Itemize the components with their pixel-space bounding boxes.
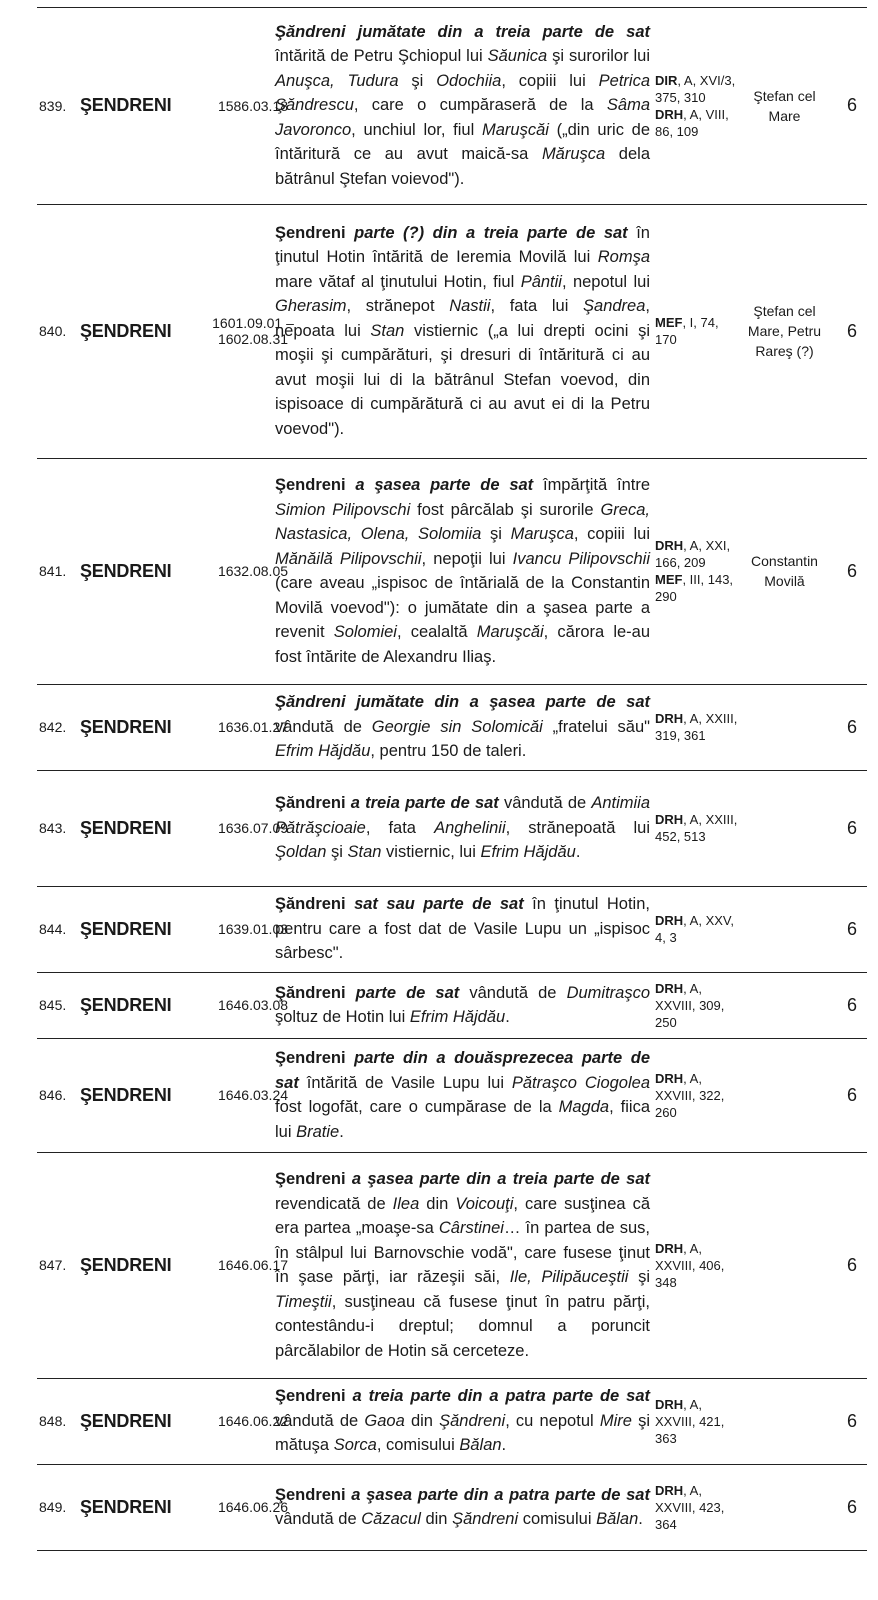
description-text-run: vândută de <box>275 717 372 736</box>
ruler-name: Constantin Movilă <box>751 553 818 589</box>
description-text-run: , cealaltă <box>396 623 477 641</box>
entry-number: 843. <box>39 820 67 836</box>
source-reference <box>655 1464 740 1550</box>
description-text-run: „fratelui său" <box>542 717 650 736</box>
document-date-text: 1632.08.05 <box>217 563 289 579</box>
ruler-name: Ştefan cel Mare, Petru Rareş (?) <box>747 303 822 359</box>
record-description <box>275 684 650 770</box>
entry-number: 839. <box>39 97 67 114</box>
source-text-run: , A, XXVIII, 322, 260 <box>655 1070 725 1120</box>
description-text-run: a şasea parte de sat <box>355 476 534 494</box>
description-text-run: Simion Pilipovschi <box>275 500 411 519</box>
description-text-run: parte din a douăsprezecea parte de sat <box>275 1049 650 1092</box>
description-text-run: Şăndreni <box>275 794 351 813</box>
description-text-run: Sorca <box>333 1436 377 1455</box>
source-text-run: DRH <box>655 1482 684 1498</box>
source-text-run: DIR <box>655 72 678 88</box>
source-text-run: DRH <box>655 711 684 726</box>
description-text-run: , susţineau că fusese ţinut în patru părţi, contestându-i dreptul; domnul a poruncit pârcălabilor de Hotin să cerceteze. <box>275 1292 650 1360</box>
description-text-run: dela bătrânul Ştefan voievod"). <box>275 145 650 188</box>
description-text-run: Greca, Nastasica, Olena, Solomiia <box>275 500 650 543</box>
ruler-name <box>737 770 832 886</box>
source-text-run: , A, XXV, 4, 3 <box>655 913 735 945</box>
description-text-run: , cu nepotul <box>505 1411 600 1430</box>
description-text-run: . <box>501 1436 507 1455</box>
source-text-run: MEF <box>655 315 683 330</box>
source-text-run: , III, 143, 290 <box>655 572 734 604</box>
description-text-run: , unchiul lor, fiul <box>351 120 482 139</box>
description-text-run: Sâma Javoronco <box>275 96 650 139</box>
document-date-text: 1639.01.03 <box>217 921 289 937</box>
description-text-run: Bratie <box>296 1122 340 1141</box>
description-text-run: Anghelinii <box>434 818 506 837</box>
source-text-run: , A, XXVIII, 423, 364 <box>655 1482 725 1532</box>
village-name: ŞENDRENI <box>80 320 172 341</box>
source-text-run: MEF <box>655 572 683 587</box>
volume-number: 6 <box>846 1084 857 1105</box>
description-text-run: Antimiia Pătrăşcioaie <box>275 794 650 837</box>
description-text-run: , strănepoată lui <box>505 818 650 837</box>
entry-number: 845. <box>39 997 67 1013</box>
description-text-run: , fata lui <box>490 297 584 316</box>
description-text-run: şi <box>326 843 348 862</box>
description-text-run: întărită de Vasile Lupu lui <box>298 1073 512 1092</box>
table-row <box>37 204 867 459</box>
volume-number: 6 <box>846 560 857 581</box>
document-date-text: 1646.06.26 <box>217 1499 289 1515</box>
description-text-run: . <box>505 1008 510 1026</box>
volume-number: 6 <box>846 95 857 115</box>
description-text-run: Gherasim <box>275 297 347 316</box>
description-text-run: a şasea parte din a patra parte de sat <box>351 1485 650 1504</box>
description-text-run: … în partea de sus, în stâlpul lui Barnovschie vodă", care fusese ţinut în şase părţi, iar răzeşii săi, <box>275 1219 651 1286</box>
document-date-text: 1636.01.27 <box>217 719 289 735</box>
description-text-run: Mire <box>599 1411 632 1430</box>
description-text-run: din <box>404 1411 440 1430</box>
description-text-run: Efrim Hăjdău <box>480 843 576 862</box>
description-text-run: Odochiia <box>436 71 502 90</box>
description-text-run: Georgie sin Solomicăi <box>371 717 543 736</box>
source-text-run: DRH <box>655 106 684 122</box>
description-text-run: Bălan <box>459 1436 502 1455</box>
description-text-run: Voicouţi <box>455 1194 514 1213</box>
source-reference <box>655 886 740 972</box>
description-text-run: revendicată de <box>275 1194 393 1213</box>
description-text-run: , comisului <box>376 1436 460 1455</box>
description-text-run: (care aveau „ispisoc de întărială de la Constantin Movilă voevod"): o jumătate din a şasea parte a revenit <box>275 574 650 641</box>
description-text-run: a treia parte de sat <box>350 794 499 813</box>
source-reference <box>655 458 740 684</box>
entry-number: 848. <box>39 1413 67 1429</box>
description-text-run: Şăndreni <box>275 895 355 914</box>
description-text-run: Stan <box>347 843 382 862</box>
record-description <box>275 7 650 204</box>
entry-number: 846. <box>39 1087 67 1103</box>
description-text-run: împărţită între <box>533 476 650 494</box>
description-text-run: Timeştii <box>275 1292 332 1311</box>
description-text-run: Efrim Hăjdău <box>409 1008 506 1026</box>
source-text-run: , A, XVI/3, 375, 310 <box>655 72 736 105</box>
entry-number: 849. <box>39 1499 67 1515</box>
source-text-run: , A, XXVIII, 421, 363 <box>655 1396 725 1446</box>
ruler-name <box>737 1464 832 1550</box>
table-row <box>37 7 867 205</box>
entry-number: 847. <box>39 1257 67 1273</box>
table-row <box>37 886 867 973</box>
description-text-run: Şăndreni jumătate din a treia parte de sat <box>275 22 650 41</box>
description-text-run: vândută de <box>275 1411 365 1430</box>
record-description <box>275 770 650 886</box>
volume-number: 6 <box>846 817 857 838</box>
document-date-text: 1646.03.24 <box>217 1087 289 1103</box>
source-text-run: , A, XXVIII, 406, 348 <box>655 1240 725 1290</box>
table-row <box>37 770 867 887</box>
description-text-run: („din uric de întăritură ce au avut maică-sa <box>275 120 651 164</box>
description-text-run: Anuşca, Tudura <box>275 71 399 90</box>
description-text-run: Şendreni <box>275 476 356 494</box>
description-text-run: Şăndreni <box>275 983 356 1002</box>
description-text-run: Ivancu Pilipovschii <box>512 549 650 568</box>
description-text-run: vistiernic („a lui drepti ocini şi moşii şi cumpărături, şi dresuri di întăritură ci au avut moşii lui di la bătrânul Stefan voevod, din ispisoace di cumpărătură ci au avut ei di la Petru voevod"). <box>275 321 651 438</box>
description-text-run: , cărora le-au fost întărite de Alexandru Iliaş. <box>275 623 651 666</box>
ruler-name <box>737 684 832 770</box>
record-description <box>275 886 650 972</box>
description-text-run: , copiii lui <box>501 71 599 90</box>
source-text-run: , A, XXIII, 319, 361 <box>655 711 738 743</box>
description-text-run: , care o cumpăraseră de la <box>353 96 607 115</box>
description-text-run: a treia parte din a patra parte de sat <box>352 1387 650 1406</box>
document-date-text: 1601.09.01 – 1602.08.31 <box>212 315 294 347</box>
table-row <box>37 1038 867 1153</box>
source-reference <box>655 1038 740 1152</box>
description-text-run: în ţinutul Hotin întărită de Ieremia Movilă lui <box>275 223 650 267</box>
description-text-run: Stan <box>370 321 405 340</box>
source-text-run: , A, XXVIII, 309, 250 <box>655 980 725 1030</box>
description-text-run: vândută de <box>498 794 592 813</box>
volume-number: 6 <box>846 918 857 939</box>
village-name: ŞENDRENI <box>80 1254 172 1275</box>
village-name: ŞENDRENI <box>80 1496 172 1517</box>
volume-number: 6 <box>846 1410 857 1431</box>
description-text-run: Dumitraşco <box>566 983 650 1002</box>
description-text-run: Săunica <box>487 47 548 66</box>
volume-number: 6 <box>846 716 857 737</box>
description-text-run: , nepoata lui <box>275 297 650 340</box>
ruler-name <box>737 1038 832 1152</box>
description-text-run: , fata <box>365 818 435 837</box>
record-description <box>275 1152 650 1378</box>
document-date-text: 1586.03.18 <box>217 97 289 114</box>
description-text-run: . <box>339 1122 344 1141</box>
village-name: ŞENDRENI <box>80 716 172 737</box>
table-row <box>37 1378 867 1465</box>
table-row <box>37 458 867 685</box>
source-text-run: , A, XXIII, 452, 513 <box>655 812 738 844</box>
description-text-run: şi <box>628 1268 651 1286</box>
source-text-run: , A, XXI, 166, 209 <box>655 538 731 570</box>
description-text-run: a şasea parte din a treia parte de sat <box>351 1170 651 1188</box>
village-name: ŞENDRENI <box>80 817 172 838</box>
description-text-run: Şendreni <box>275 1049 355 1067</box>
description-text-run: Efrim Hăjdău <box>275 742 371 761</box>
description-text-run: Şăndreni <box>439 1411 506 1430</box>
source-reference <box>655 7 740 204</box>
volume-number: 6 <box>846 1496 857 1517</box>
source-reference <box>655 770 740 886</box>
table-row <box>37 1464 867 1551</box>
description-text-run: Petrica Şăndrescu <box>275 71 650 115</box>
description-text-run: Cârstinei <box>438 1219 504 1237</box>
ruler-name <box>737 886 832 972</box>
source-text-run: DRH <box>655 913 684 928</box>
source-text-run: DRH <box>655 1070 684 1086</box>
ruler-name <box>737 972 832 1038</box>
description-text-run: , nepoţii lui <box>421 549 513 568</box>
volume-number: 6 <box>846 320 857 341</box>
description-text-run: parte de sat <box>355 983 460 1002</box>
village-name: ŞENDRENI <box>80 560 172 581</box>
ruler-name <box>737 1152 832 1378</box>
description-text-run: şi surorilor lui <box>547 47 650 66</box>
description-text-run: întărită de Petru Şchiopul lui <box>275 47 488 66</box>
description-text-run: Măruşca <box>541 145 606 164</box>
description-text-run: sat sau parte de sat <box>354 895 524 914</box>
record-description <box>275 1038 650 1152</box>
entry-number: 841. <box>39 563 67 579</box>
description-text-run: Şendreni <box>275 1485 352 1504</box>
description-text-run: Ile, Pilipăuceştii <box>509 1268 629 1286</box>
description-text-run: fost logofăt, care o cumpărase de la <box>275 1098 559 1116</box>
source-text-run: DRH <box>655 538 684 553</box>
description-text-run: Maruşcăi <box>476 623 544 641</box>
description-text-run: fost pârcălab şi surorile <box>410 500 601 519</box>
table-row <box>37 1152 867 1379</box>
source-text-run: , I, 74, 170 <box>655 315 719 347</box>
description-text-run: Şendreni <box>275 1387 353 1406</box>
description-text-run: Magda <box>558 1098 610 1116</box>
description-text-run: mare vătaf al ţinutului Hotin, fiul <box>275 272 521 291</box>
description-text-run: Nastii <box>449 297 491 316</box>
village-name: ŞENDRENI <box>80 95 172 115</box>
record-description <box>275 1464 650 1550</box>
description-text-run: din <box>420 1510 453 1528</box>
description-text-run: Pătraşco Ciogolea <box>511 1073 650 1092</box>
description-text-run: Gaoa <box>364 1411 405 1430</box>
entry-number: 840. <box>39 323 67 339</box>
source-reference <box>655 972 740 1038</box>
description-text-run: parte (?) din a treia parte de sat <box>354 223 628 242</box>
table-row <box>37 972 867 1039</box>
volume-number: 6 <box>846 1254 857 1275</box>
description-text-run: Şendreni <box>275 1170 352 1188</box>
source-text-run: DRH <box>655 812 684 827</box>
ruler-name <box>737 1378 832 1464</box>
source-text-run: , A, VIII, 86, 109 <box>655 106 729 139</box>
description-text-run: . <box>638 1510 643 1528</box>
description-text-run: din <box>419 1194 456 1213</box>
description-text-run: Căzacul <box>361 1510 421 1528</box>
description-text-run: , fiica lui <box>275 1098 650 1141</box>
village-name: ŞENDRENI <box>80 994 172 1015</box>
description-text-run: , care susţinea că era partea „moaşe-sa <box>275 1194 650 1237</box>
description-text-run: Mănăilă Pilipovschii <box>275 549 422 568</box>
description-text-run: şi <box>398 71 437 90</box>
source-reference <box>655 1152 740 1378</box>
description-text-run: Maruşcăi <box>481 120 549 139</box>
document-date-text: 1636.07.09 <box>217 820 289 836</box>
description-text-run: şi mătuşa <box>275 1411 650 1455</box>
description-text-run: Şoldan <box>275 843 327 862</box>
source-text-run: DRH <box>655 980 684 996</box>
description-text-run: , pentru 150 de taleri. <box>370 742 527 761</box>
source-reference <box>655 1378 740 1464</box>
volume-number: 6 <box>846 994 857 1015</box>
entry-number: 842. <box>39 719 67 735</box>
record-description <box>275 458 650 684</box>
description-text-run: Şandrea <box>583 297 646 316</box>
description-text-run: Şăndreni <box>452 1510 519 1528</box>
village-name: ŞENDRENI <box>80 918 172 939</box>
document-date-text: 1646.06.17 <box>217 1257 289 1273</box>
description-text-run: Pântii <box>520 272 562 291</box>
document-date-text: 1646.06.22 <box>217 1413 289 1429</box>
description-text-run: Romşa <box>597 248 650 267</box>
description-text-run: vândută de <box>275 1510 362 1528</box>
source-reference <box>655 204 740 458</box>
village-name: ŞENDRENI <box>80 1410 172 1431</box>
description-text-run: . <box>575 843 581 862</box>
description-text-run: Şăndreni jumătate din a şasea parte de sat <box>275 693 650 712</box>
source-reference <box>655 684 740 770</box>
description-text-run: Solomiei <box>333 623 397 641</box>
description-text-run: , strănepot <box>346 297 450 316</box>
source-text-run: DRH <box>655 1240 684 1256</box>
description-text-run: , nepotul lui <box>561 272 650 291</box>
description-text-run: vândută de <box>459 983 567 1002</box>
description-text-run: şoltuz de Hotin lui <box>275 1008 410 1026</box>
village-name: ŞENDRENI <box>80 1084 172 1105</box>
entry-number: 844. <box>39 921 67 937</box>
table-row <box>37 684 867 771</box>
description-text-run: comisului <box>518 1510 597 1528</box>
source-text-run: DRH <box>655 1396 684 1412</box>
description-text-run: Maruşca <box>510 525 574 543</box>
record-description <box>275 204 650 458</box>
record-description <box>275 1378 650 1464</box>
description-text-run: Şendreni <box>275 223 355 242</box>
description-text-run: în ţinutul Hotin, pentru care a fost dat de Vasile Lupu un „ispisoc sârbesc". <box>275 895 650 963</box>
description-text-run: Ilea <box>392 1194 420 1213</box>
ruler-name: Ştefan cel Mare <box>753 87 816 124</box>
description-text-run: , copiii lui <box>573 525 650 543</box>
record-description <box>275 972 650 1038</box>
description-text-run: şi <box>481 525 511 543</box>
description-text-run: Bălan <box>596 1510 639 1528</box>
description-text-run: vistiernic, lui <box>381 843 481 862</box>
document-date-text: 1646.03.08 <box>217 997 289 1013</box>
